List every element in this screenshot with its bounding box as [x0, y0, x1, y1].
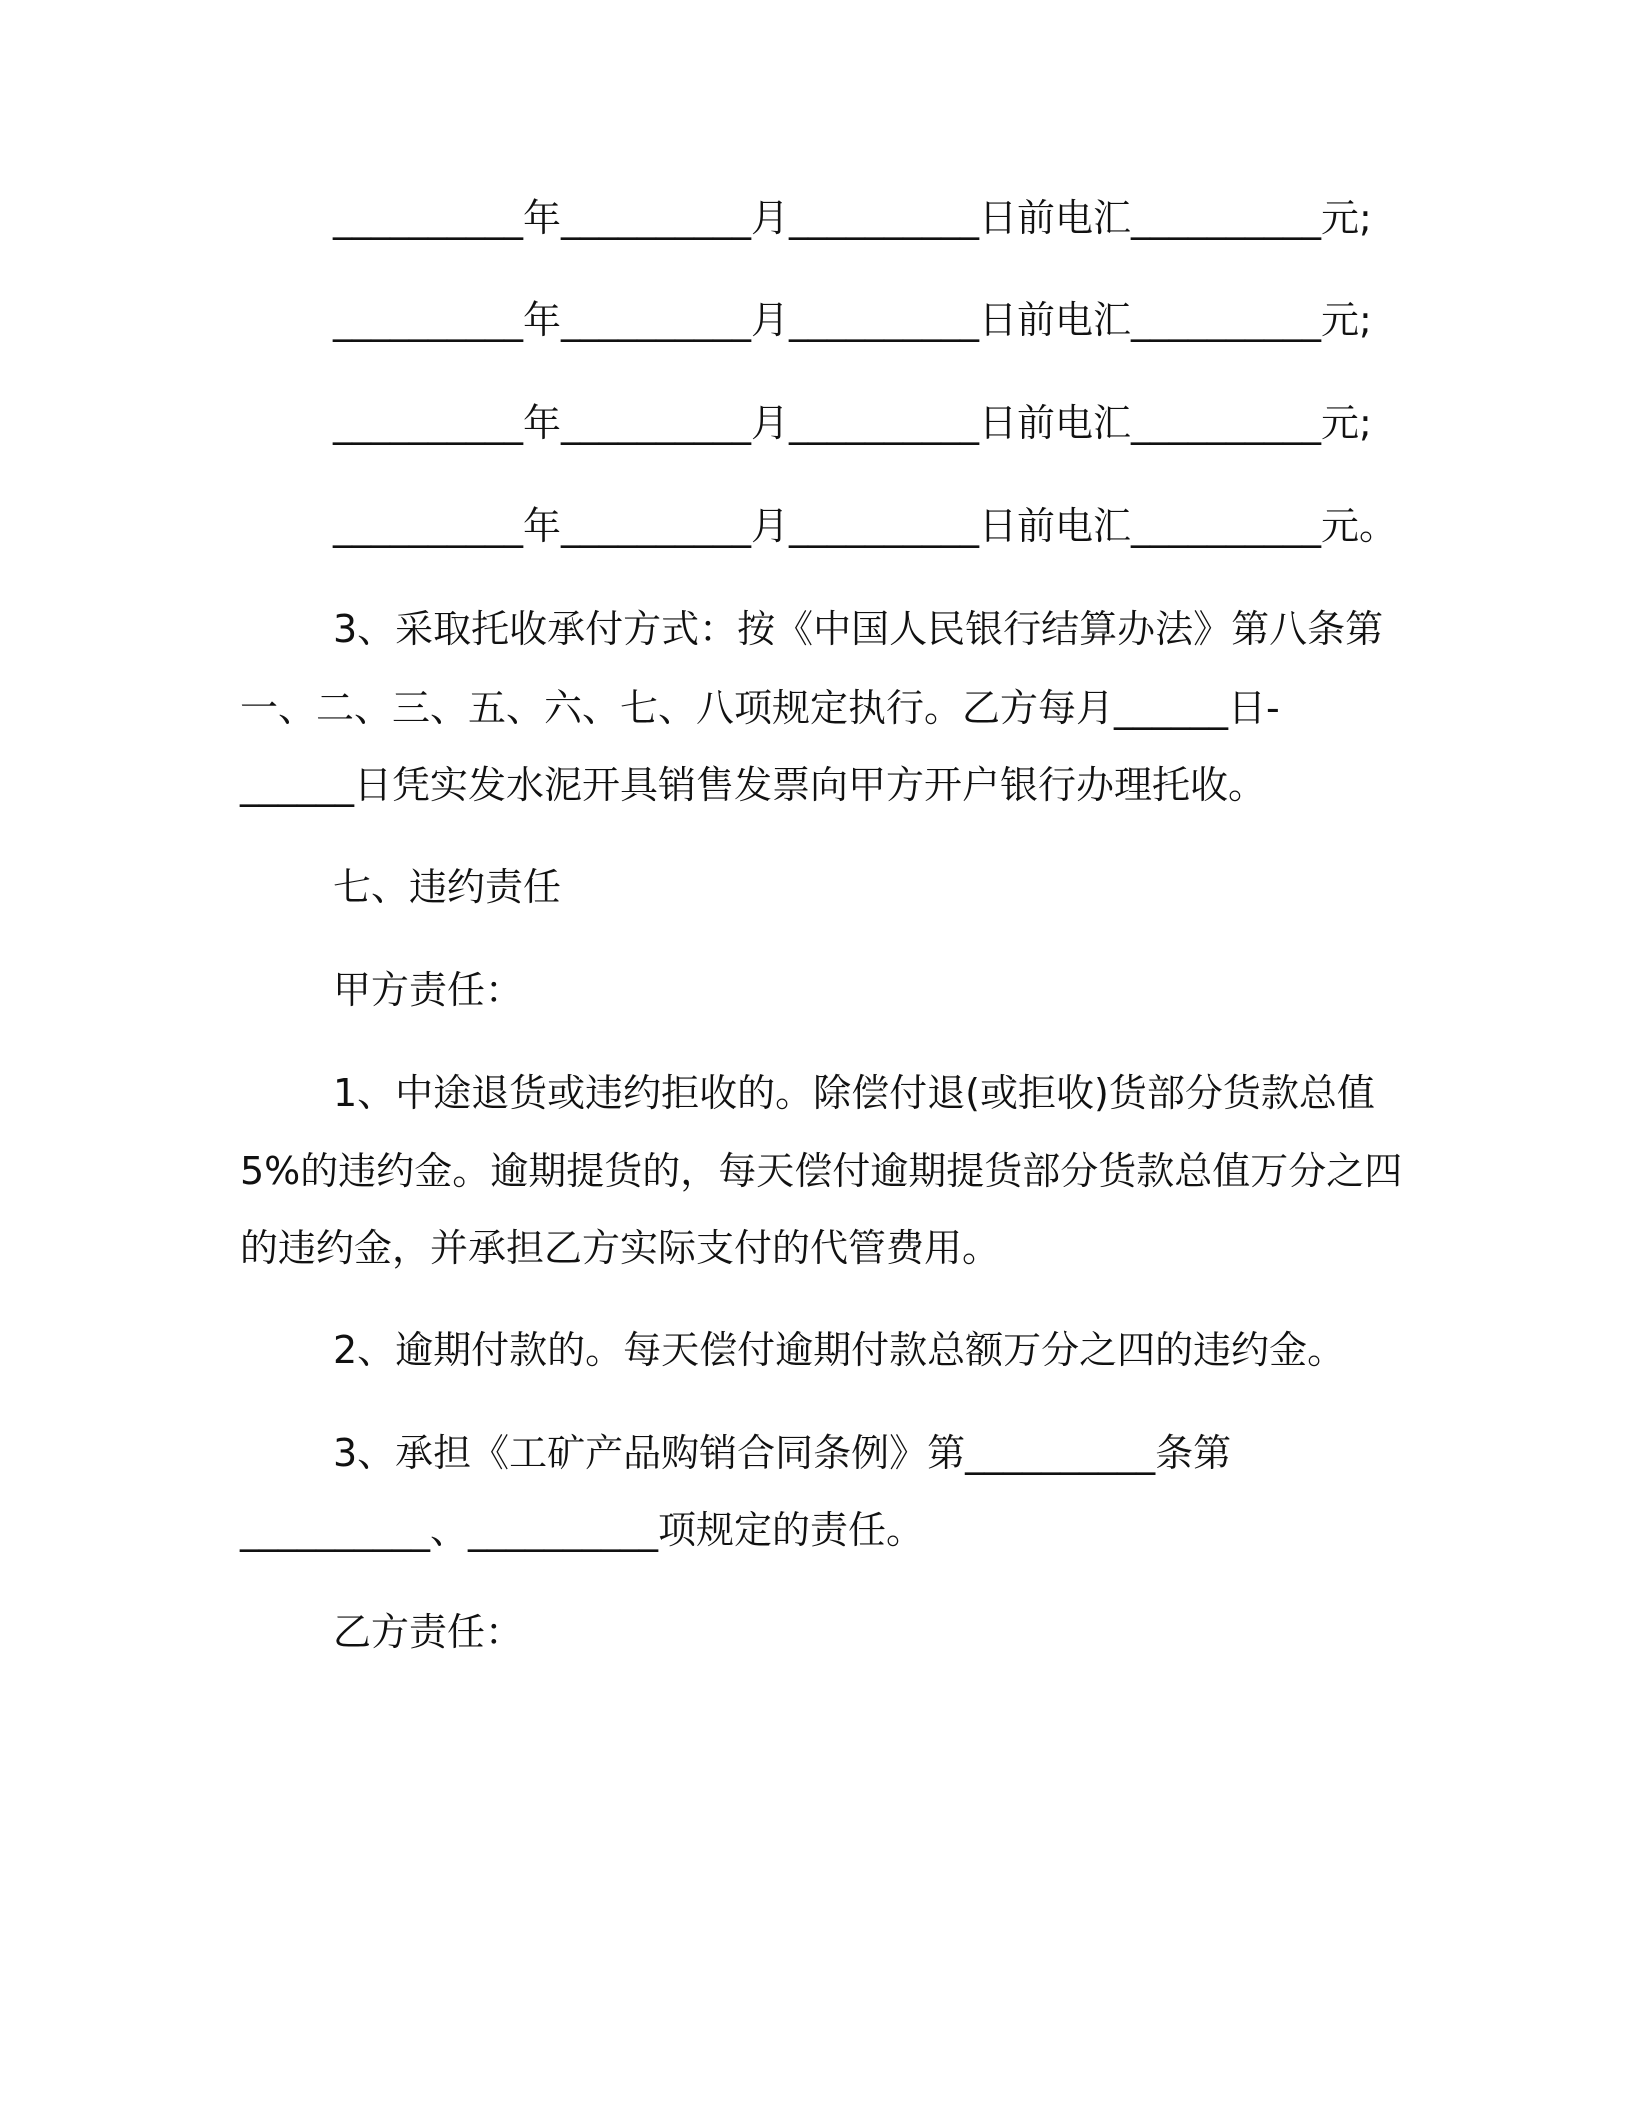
payment-schedule-line-4: __________年__________月__________日前电汇__________元。 — [333, 504, 1398, 548]
party-a-heading: 甲方责任： — [333, 968, 524, 1012]
clause-3-line-2: 一、二、三、五、六、七、八项规定执行。乙方每月______日- — [240, 686, 1280, 730]
party-a-item-1-line-1: 1、中途退货或违约拒收的。除偿付退(或拒收)货部分货款总值 — [333, 1071, 1375, 1115]
clause-3-line-1: 3、采取托收承付方式：按《中国人民银行结算办法》第八条第 — [333, 607, 1384, 651]
party-b-heading: 乙方责任： — [333, 1610, 524, 1654]
party-a-item-1-line-3: 的违约金，并承担乙方实际支付的代管费用。 — [240, 1226, 1001, 1270]
party-a-item-1-line-2: 5%的违约金。逾期提货的，每天偿付逾期提货部分货款总值万分之四 — [240, 1149, 1403, 1193]
section-heading-breach-liability: 七、违约责任 — [333, 865, 562, 909]
clause-3-line-3: ______日凭实发水泥开具销售发票向甲方开户银行办理托收。 — [240, 763, 1267, 807]
payment-schedule-line-2: __________年__________月__________日前电汇__________元; — [333, 298, 1372, 342]
party-a-item-3-line-2: __________、__________项规定的责任。 — [240, 1508, 925, 1552]
payment-schedule-line-3: __________年__________月__________日前电汇__________元; — [333, 401, 1372, 445]
payment-schedule-line-1: __________年__________月__________日前电汇__________元; — [333, 196, 1372, 240]
party-a-item-2: 2、逾期付款的。每天偿付逾期付款总额万分之四的违约金。 — [333, 1328, 1346, 1372]
party-a-item-3-line-1: 3、承担《工矿产品购销合同条例》第__________条第 — [333, 1431, 1232, 1475]
